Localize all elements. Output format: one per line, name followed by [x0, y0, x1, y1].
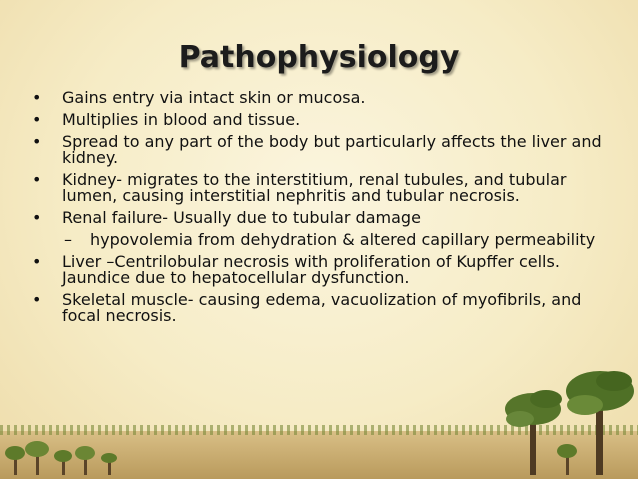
- small-tree-icon: [557, 444, 577, 475]
- sub-bullet-item: [26, 232, 606, 248]
- bullet-text: Liver –Centrilobular necrosis with proliferation of Kupffer cells. Jaundice due to hepatocellular dysfunction.: [62, 252, 560, 287]
- slide-title: Pathophysiology: [178, 40, 460, 75]
- small-tree-icon: [101, 453, 117, 475]
- trees-decoration: [0, 369, 638, 479]
- small-tree-icon: [5, 446, 25, 475]
- bullet-marker: •: [32, 110, 42, 129]
- bullet-text: Multiplies in blood and tissue.: [62, 110, 301, 129]
- small-tree-icon: [54, 450, 72, 475]
- bullet-text: Kidney- migrates to the interstitium, renal tubules, and tubular lumen, causing interstitial nephritis and tubular necrosis.: [62, 170, 567, 205]
- bullet-marker: •: [32, 88, 42, 107]
- bullet-marker: •: [32, 208, 42, 227]
- small-tree-icon: [75, 446, 95, 475]
- large-tree-icon: [505, 390, 562, 475]
- bullet-item: [26, 292, 606, 324]
- large-tree-icon: [566, 371, 634, 475]
- bullet-item: [26, 172, 606, 204]
- bullet-item: [26, 210, 606, 226]
- bullet-text: Spread to any part of the body but particularly affects the liver and kidney.: [62, 132, 602, 167]
- bullet-marker: •: [32, 252, 42, 271]
- bullet-list: [26, 90, 606, 330]
- bullet-item: [26, 134, 606, 166]
- sub-bullet-marker: –: [64, 230, 72, 249]
- bullet-text: hypovolemia from dehydration & altered capillary permeability: [90, 230, 596, 249]
- small-tree-icon: [25, 441, 49, 475]
- bullet-item: [26, 90, 606, 106]
- bullet-item: [26, 112, 606, 128]
- bullet-item: [26, 254, 606, 286]
- bullet-marker: •: [32, 290, 42, 309]
- bullet-text: Skeletal muscle- causing edema, vacuolization of myofibrils, and focal necrosis.: [62, 290, 582, 325]
- bullet-marker: •: [32, 170, 42, 189]
- bullet-text: Gains entry via intact skin or mucosa.: [62, 88, 366, 107]
- bullet-text: Renal failure- Usually due to tubular damage: [62, 208, 421, 227]
- bullet-marker: •: [32, 132, 42, 151]
